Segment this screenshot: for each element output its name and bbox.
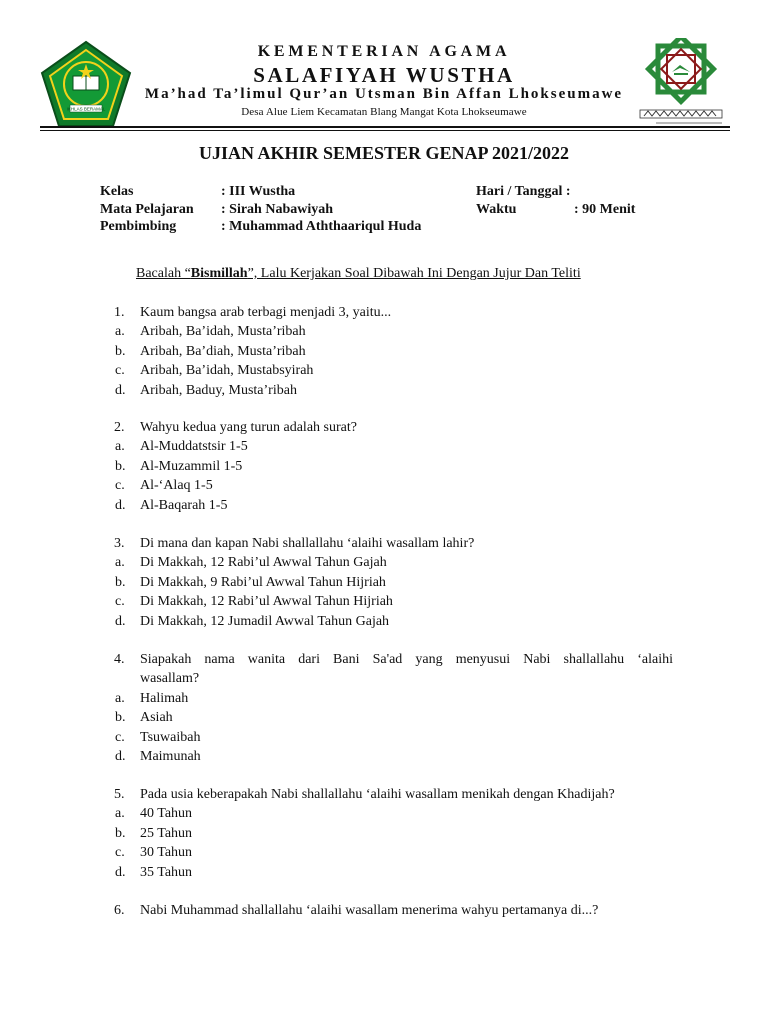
option-row [0,553,768,572]
institution-address: Desa Alue Liem Kecamatan Blang Mangat Kota Lhokseumawe [241,106,527,118]
option-row [0,496,768,515]
option-row [0,322,768,341]
option-text: 40 Tahun [140,806,193,822]
option-letter: a. [115,439,125,455]
school-level: SALAFIYAH WUSTHA [253,63,515,87]
option-text: Tsuwaibah [140,729,201,745]
question-text: Nabi Muhammad shallallahu ‘alaihi wasallam menerima wahyu pertamanya di...? [140,903,599,918]
ministry-name: KEMENTERIAN AGAMA [257,43,511,60]
option-row [0,381,768,400]
option-row [0,843,768,862]
option-text: Di Makkah, 12 Jumadil Awwal Tahun Gajah [140,613,390,629]
question-number: 4. [114,652,125,667]
option-letter: d. [115,382,126,398]
option-row [0,342,768,361]
question-text: Di mana dan kapan Nabi shallallahu ‘alaihi wasallam lahir? [140,536,475,551]
option-row [0,728,768,747]
option-text: Al-Baqarah 1-5 [140,497,228,513]
institution-name: Ma’had Ta’limul Qur’an Utsman Bin Affan Lhokseumawe [144,86,624,102]
option-text: Aribah, Ba’diah, Musta’ribah [140,343,306,359]
kelas-label: Kelas [100,184,134,199]
option-letter: a. [115,555,125,571]
waktu-value: : 90 Menit [574,202,636,217]
header-divider-thick [40,126,730,128]
option-row [0,612,768,631]
option-letter: c. [115,845,125,861]
option-text: Di Makkah, 12 Rabi’ul Awwal Tahun Gajah [140,555,387,571]
option-text: Asiah [140,710,173,726]
question-text: Kaum bangsa arab terbagi menjadi 3, yaitu... [140,305,392,320]
waktu-label: Waktu [476,202,517,217]
option-letter: c. [115,363,125,379]
question-number: 3. [114,536,125,551]
question-2 [0,418,768,515]
option-text: Al-Muddatstsir 1-5 [140,439,248,455]
option-letter: d. [115,864,126,880]
question-text: Pada usia keberapakah Nabi shallallahu ‘alaihi wasallam menikah dengan Khadijah? [140,787,615,802]
option-letter: d. [115,748,126,764]
option-row [0,689,768,708]
option-row [0,573,768,592]
option-text: Aribah, Ba’idah, Musta’ribah [140,324,306,340]
question-text-line1: Siapakah nama wanita dari Bani Sa'ad yang menyusui Nabi shallallahu ‘alaihi [140,652,673,667]
option-row [0,824,768,843]
option-letter: b. [115,825,126,841]
question-number: 2. [114,420,125,435]
instruction-before: Bacalah “ [136,266,191,281]
option-letter: b. [115,710,126,726]
question-1 [0,303,768,400]
option-letter: a. [115,690,125,706]
question-number: 5. [114,787,125,802]
question-3 [0,534,768,631]
kelas-value: : III Wustha [221,184,296,199]
option-row [0,361,768,380]
option-text: Halimah [140,690,189,706]
option-letter: c. [115,729,125,745]
instruction-after: ”, Lalu Kerjakan Soal Dibawah Ini Dengan Jujur Dan Teliti [247,266,581,281]
exam-title: UJIAN AKHIR SEMESTER GENAP 2021/2022 [198,143,570,163]
option-letter: b. [115,458,126,474]
option-letter: a. [115,806,125,822]
mapel-label: Mata Pelajaran [100,202,194,217]
header-divider-thin [40,130,730,131]
kementerian-agama-logo-icon [40,40,132,128]
question-number: 6. [114,903,125,918]
option-row [0,476,768,495]
option-row [0,708,768,727]
option-row [0,457,768,476]
option-text: Maimunah [140,748,201,764]
option-letter: d. [115,497,126,513]
instruction [136,266,581,282]
question-text: Wahyu kedua yang turun adalah surat? [140,420,357,435]
logo-motto: IKHLAS BERAMAL [66,106,106,112]
option-letter: c. [115,478,125,494]
pembimbing-label: Pembimbing [100,219,177,234]
pesantren-star-logo-icon [636,38,726,130]
hari-tanggal-label: Hari / Tanggal : [476,184,571,199]
question-number: 1. [114,305,125,320]
option-letter: b. [115,574,126,590]
option-text: Al-‘Alaq 1-5 [140,478,213,494]
option-letter: d. [115,613,126,629]
question-5 [0,785,768,882]
option-text: 35 Tahun [140,864,193,880]
instruction-bold: Bismillah [190,266,248,281]
option-row [0,747,768,766]
option-letter: c. [115,594,125,610]
option-text: Di Makkah, 9 Rabi’ul Awwal Tahun Hijriah [140,574,386,590]
option-text: Aribah, Ba’idah, Mustabsyirah [140,363,314,379]
option-text: 25 Tahun [140,825,193,841]
option-text: Al-Muzammil 1-5 [140,458,243,474]
option-text: Aribah, Baduy, Musta’ribah [140,382,297,398]
option-text: 30 Tahun [140,845,193,861]
option-letter: a. [115,324,125,340]
option-text: Di Makkah, 12 Rabi’ul Awwal Tahun Hijriah [140,594,393,610]
option-row [0,592,768,611]
question-4 [0,650,768,766]
question-text-line2: wasallam? [140,671,200,687]
option-row [0,863,768,882]
option-row [0,804,768,823]
question-6 [0,901,768,920]
option-letter: b. [115,343,126,359]
pembimbing-value: : Muhammad Aththaariqul Huda [221,219,422,234]
mapel-value: : Sirah Nabawiyah [221,202,334,217]
option-row [0,437,768,456]
